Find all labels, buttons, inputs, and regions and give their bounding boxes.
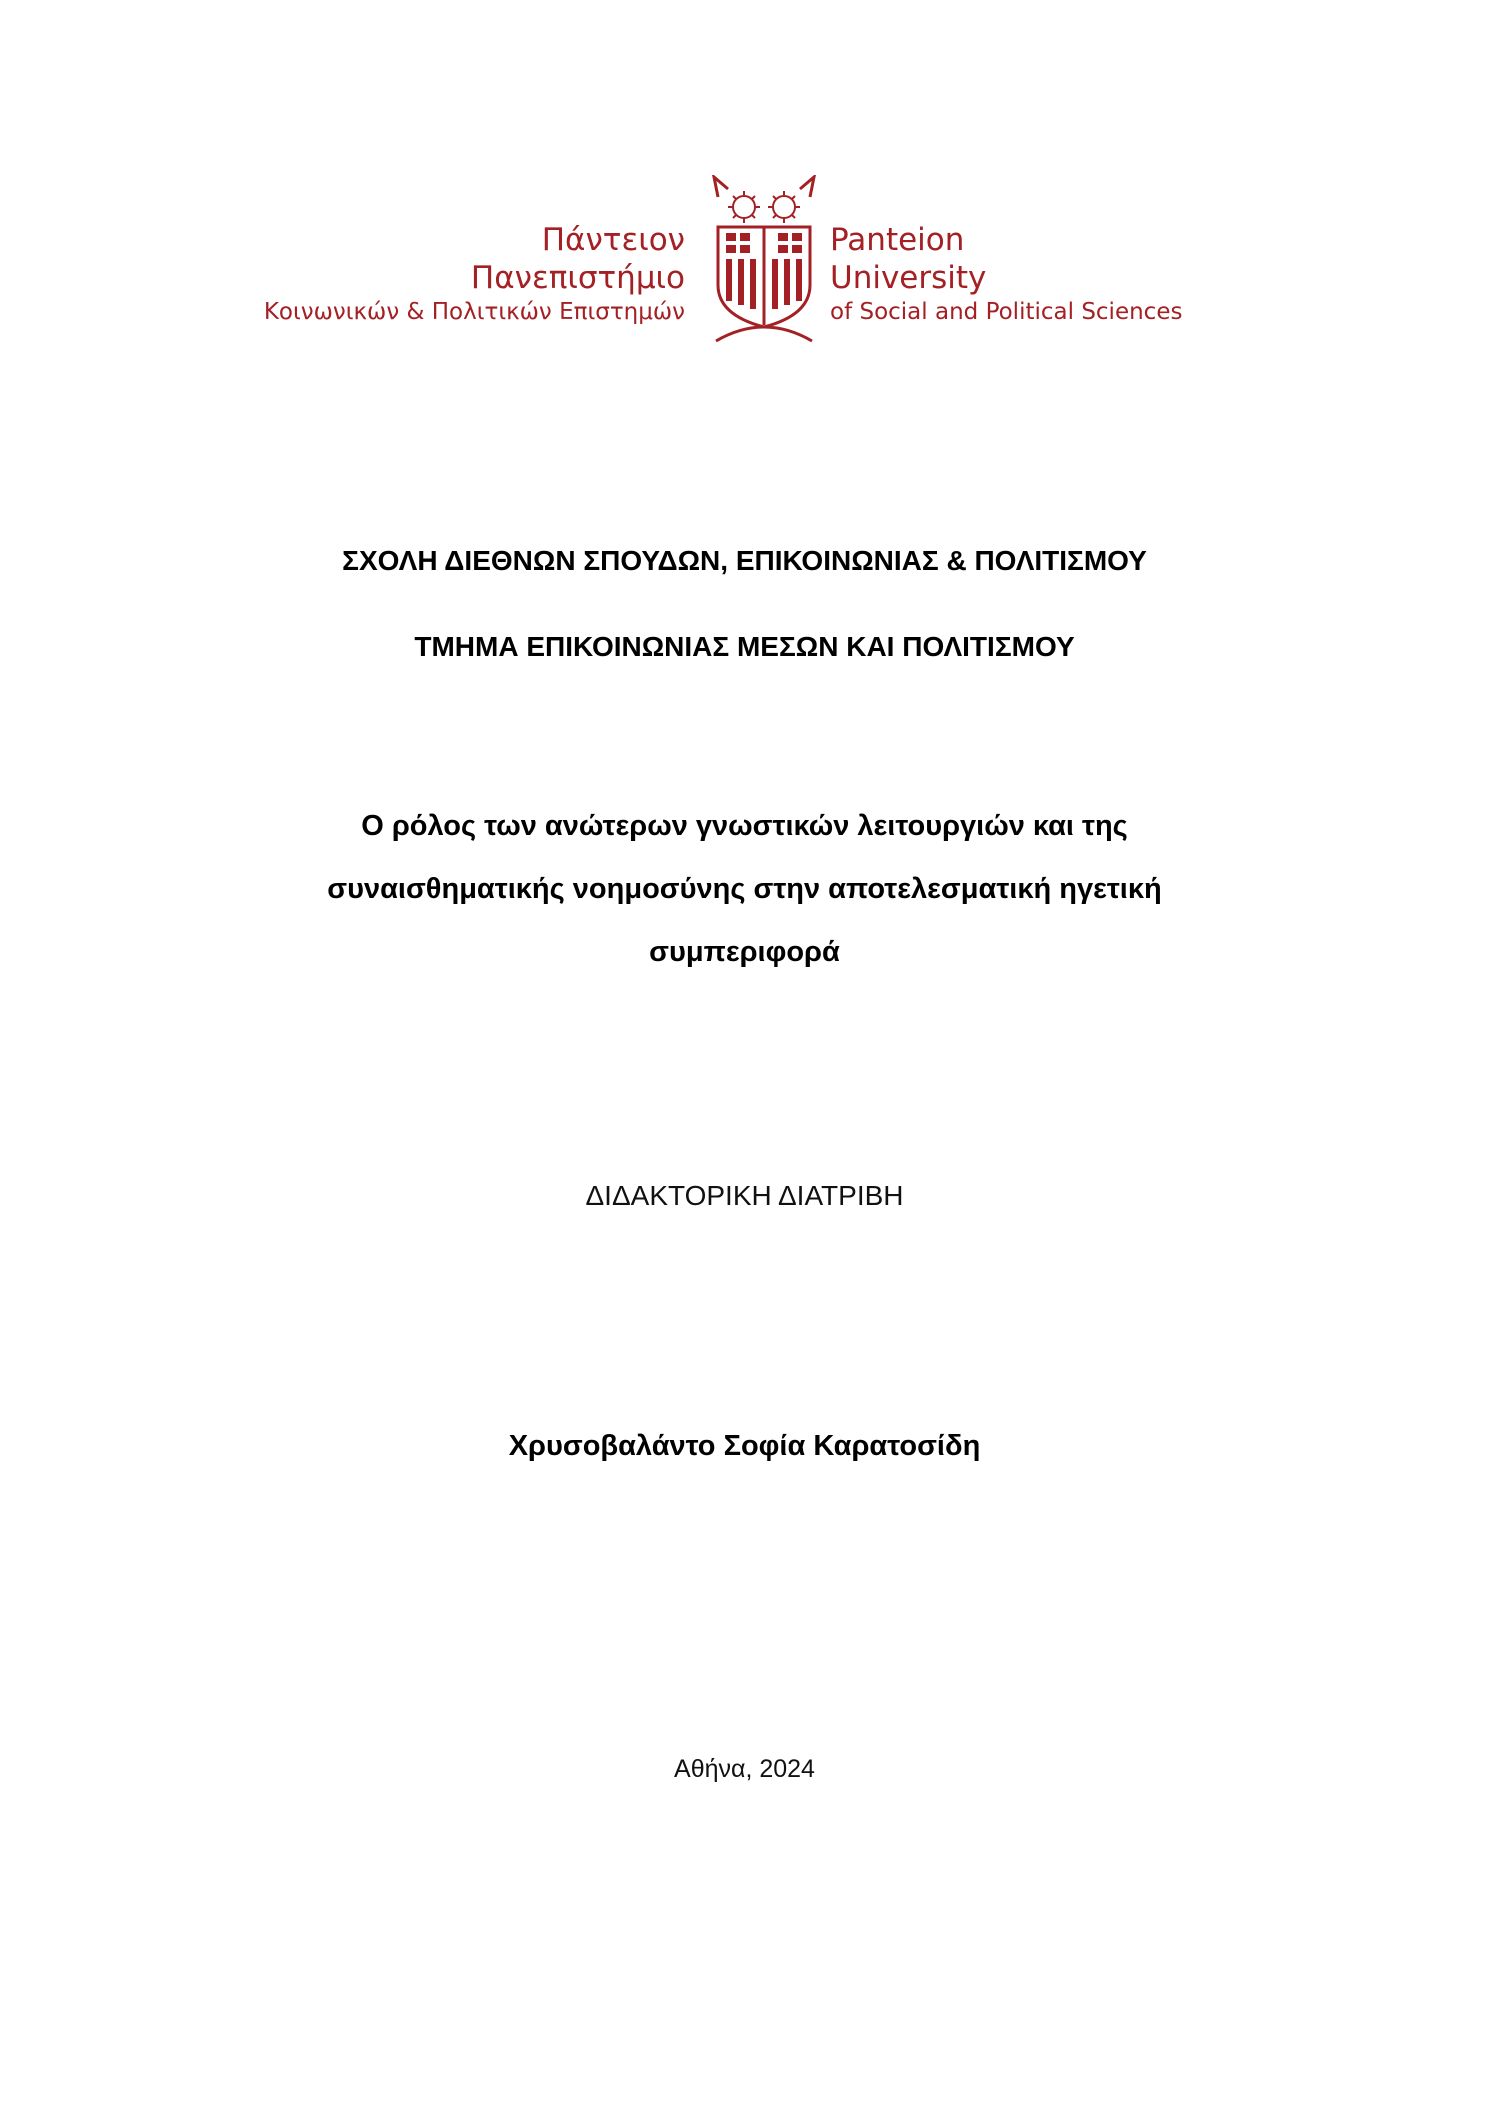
thesis-title-line3: συμπεριφορά bbox=[649, 936, 840, 968]
thesis-title bbox=[0, 795, 1489, 984]
thesis-title-line2: συναισθηματικής νοημοσύνης στην αποτελεσματική ηγετική bbox=[327, 873, 1162, 905]
thesis-title-line1: Ο ρόλος των ανώτερων γνωστικών λειτουργιών και της bbox=[361, 810, 1128, 842]
document-type: ΔΙΔΑΚΤΟΡΙΚΗ ΔΙΑΤΡΙΒΗ bbox=[585, 1180, 904, 1211]
school-name: ΣΧΟΛΗ ΔΙΕΘΝΩΝ ΣΠΟΥΔΩΝ, ΕΠΙΚΟΙΝΩΝΙΑΣ & ΠΟΛΙΤΙΣΜΟΥ bbox=[342, 545, 1147, 576]
logo-english-line3: of Social and Political Sciences bbox=[830, 299, 1183, 325]
place-year: Αθήνα, 2024 bbox=[674, 1755, 815, 1783]
logo-english-text bbox=[830, 222, 1183, 325]
university-seal-icon bbox=[710, 175, 818, 343]
logo-greek-line3: Κοινωνικών & Πολιτικών Επιστημών bbox=[263, 299, 685, 325]
logo-english-line2: University bbox=[830, 260, 987, 296]
author-name: Χρυσοβαλάντο Σοφία Καρατοσίδη bbox=[508, 1430, 981, 1462]
university-logo bbox=[263, 175, 1230, 345]
logo-greek-text bbox=[263, 222, 685, 325]
logo-greek-line1: Πάντειον bbox=[541, 222, 685, 258]
logo-greek-line2: Πανεπιστήμιο bbox=[470, 260, 685, 296]
logo-english-line1: Panteion bbox=[830, 222, 965, 258]
department-name: ΤΜΗΜΑ ΕΠΙΚΟΙΝΩΝΙΑΣ ΜΕΣΩΝ ΚΑΙ ΠΟΛΙΤΙΣΜΟΥ bbox=[414, 631, 1075, 662]
